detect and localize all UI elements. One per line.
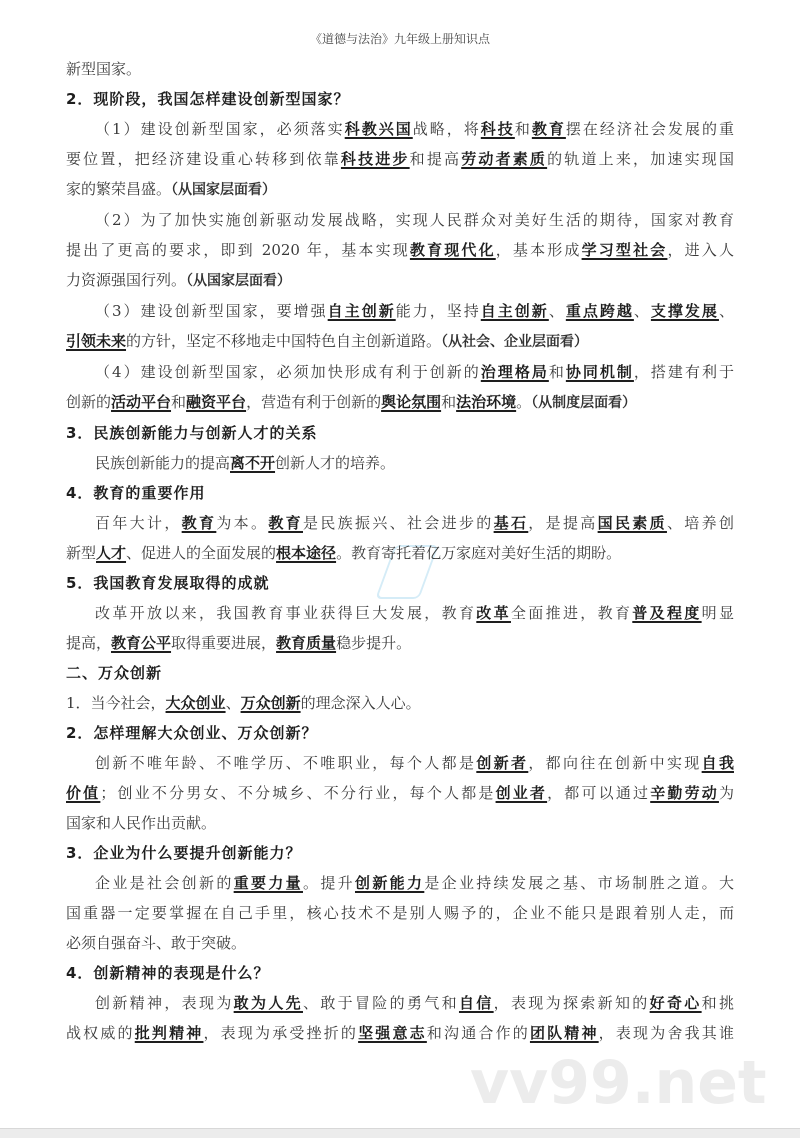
key-term: 科教兴国 xyxy=(344,120,413,138)
text-segment: 新型国家。 xyxy=(66,60,142,78)
key-term: 敢为人先 xyxy=(233,994,303,1012)
text-segment: ；创业不分男女、不分城乡、不分行业，每个人都是 xyxy=(100,784,496,802)
text-segment: 和提高 xyxy=(409,150,462,168)
text-segment: 。 xyxy=(516,393,532,411)
key-term: 重点跨越 xyxy=(565,302,634,320)
text-segment: 创新人才的培养。 xyxy=(275,454,396,472)
text-segment: 全面推进，教育 xyxy=(510,604,633,622)
paragraph xyxy=(66,988,734,1048)
key-term: 好奇心 xyxy=(649,994,702,1012)
key-term: 团队精神 xyxy=(529,1024,599,1042)
perspective-note: （从社会、企业层面看） xyxy=(441,334,589,350)
key-term: 引领未来 xyxy=(66,332,127,350)
text-segment: 。教育寄托着亿万家庭对美好生活的期盼。 xyxy=(336,544,622,562)
key-term: 创新者 xyxy=(476,754,529,772)
paragraph xyxy=(66,598,734,658)
paragraph xyxy=(66,448,734,478)
text-segment: 和挑 xyxy=(701,994,734,1012)
key-term: 大众创业 xyxy=(165,694,226,712)
text-segment: 创新不唯年龄、不唯学历、不唯职业，每个人都是 xyxy=(95,754,477,772)
key-term: 国民素质 xyxy=(597,514,667,532)
text-segment: ，是提高 xyxy=(528,514,598,532)
text-segment: 和 xyxy=(514,120,532,138)
paragraph xyxy=(66,508,734,568)
key-term: 劳动者素质 xyxy=(461,150,548,168)
text-line xyxy=(66,357,734,387)
text-segment: 。提升 xyxy=(302,874,355,892)
paragraph xyxy=(66,868,734,958)
text-line xyxy=(66,928,734,958)
text-segment: 战略，将 xyxy=(412,120,481,138)
text-segment: 提高， xyxy=(66,634,112,652)
document-body xyxy=(66,54,734,1048)
key-term: 自信 xyxy=(458,994,494,1012)
key-term: 价值 xyxy=(66,784,101,802)
text-segment: 的方针，坚定不移地走中国特色自主创新道路。 xyxy=(126,332,442,350)
text-segment: 1．当今社会， xyxy=(66,694,166,712)
text-segment: 和 xyxy=(441,393,457,411)
text-segment: 、 xyxy=(548,302,566,320)
section-heading: 2．怎样理解大众创业、万众创新？ xyxy=(66,724,318,742)
key-term: 创业者 xyxy=(495,784,548,802)
text-segment: ，表现为舍我其谁 xyxy=(598,1024,734,1042)
paragraph xyxy=(66,54,734,84)
key-term: 离不开 xyxy=(230,454,276,472)
text-segment: 创新的 xyxy=(66,393,112,411)
page-header: 《道德与法治》九年级上册知识点 xyxy=(309,32,490,46)
text-line xyxy=(66,1018,734,1048)
key-term: 坚强意志 xyxy=(358,1024,427,1042)
text-segment: ，搭建有利于 xyxy=(633,363,734,381)
text-segment: ，基本形成 xyxy=(495,241,582,259)
key-term: 根本途径 xyxy=(276,544,337,562)
key-term: 融资平台 xyxy=(186,393,247,411)
text-segment: 、 xyxy=(718,302,734,320)
paragraph xyxy=(66,296,734,357)
text-segment: 家的繁荣昌盛。 xyxy=(66,180,172,198)
text-segment: 企业是社会创新的 xyxy=(95,874,234,892)
text-segment: 为本。 xyxy=(216,514,269,532)
text-segment: 国重器一定要掌握在自己手里，核心技术不是别人赐予的，企业不能只是跟着别人走，而 xyxy=(66,904,734,922)
key-term: 学习型社会 xyxy=(581,241,668,259)
text-segment: ，都可以通过 xyxy=(547,784,651,802)
text-segment: 和 xyxy=(548,363,566,381)
key-term: 重要力量 xyxy=(233,874,303,892)
text-segment: 、促进人的全面发展的 xyxy=(126,544,277,562)
text-segment: ，都向往在创新中实现 xyxy=(528,754,702,772)
section-heading: 2．现阶段，我国怎样建设创新型国家？ xyxy=(66,90,350,108)
key-term: 自我 xyxy=(701,754,734,772)
section-heading: 5．我国教育发展取得的成就 xyxy=(66,574,270,592)
key-term: 创新能力 xyxy=(354,874,425,892)
text-segment: 、 xyxy=(225,694,241,712)
text-segment: 是企业持续发展之基、市场制胜之道。大 xyxy=(424,874,734,892)
text-segment: 百年大计， xyxy=(95,514,182,532)
text-segment: 新型 xyxy=(66,544,97,562)
text-segment: 摆在经济社会发展的重 xyxy=(565,120,734,138)
text-segment: 明显 xyxy=(701,604,734,622)
key-term: 教育 xyxy=(531,120,566,138)
text-line xyxy=(66,114,734,144)
text-line xyxy=(66,988,734,1018)
key-term: 基石 xyxy=(493,514,529,532)
text-segment: 、敢于冒险的勇气和 xyxy=(302,994,459,1012)
key-term: 教育现代化 xyxy=(409,241,496,259)
text-segment: 国家和人民作出贡献。 xyxy=(66,814,217,832)
text-segment: ，表现为承受挫折的 xyxy=(203,1024,359,1042)
section-heading: 3．企业为什么要提升创新能力？ xyxy=(66,844,302,862)
text-segment: （2）为了加快实施创新驱动发展战略，实现人民群众对美好生活的期待，国家对教育 xyxy=(95,211,734,229)
key-term: 科技 xyxy=(480,120,515,138)
key-term: 科技进步 xyxy=(340,150,410,168)
key-term: 活动平台 xyxy=(111,393,172,411)
text-line xyxy=(66,508,734,538)
text-line xyxy=(66,54,734,84)
text-segment: 民族创新能力的提高 xyxy=(95,454,231,472)
text-segment: 改革开放以来，我国教育事业获得巨大发展，教育 xyxy=(95,604,477,622)
key-term: 法治环境 xyxy=(456,393,517,411)
text-line xyxy=(66,448,734,478)
text-line xyxy=(66,898,734,928)
paragraph xyxy=(66,748,734,838)
text-segment: ，营造有利于创新的 xyxy=(246,393,382,411)
perspective-note: （从制度层面看） xyxy=(531,395,637,411)
text-line xyxy=(66,808,734,838)
text-segment: 战权威的 xyxy=(66,1024,135,1042)
key-term: 自主创新 xyxy=(480,302,549,320)
text-segment: 为 xyxy=(718,784,734,802)
text-segment: （1）建设创新型国家，必须落实 xyxy=(95,120,345,138)
text-segment: 必须自强奋斗、敢于突破。 xyxy=(66,934,247,952)
text-segment: 取得重要进展， xyxy=(171,634,277,652)
key-term: 自主创新 xyxy=(327,302,396,320)
paragraph xyxy=(66,688,734,718)
text-segment: 、培养创 xyxy=(666,514,734,532)
key-term: 治理格局 xyxy=(480,363,549,381)
text-line xyxy=(66,628,734,658)
text-line xyxy=(66,387,734,418)
key-term: 辛勤劳动 xyxy=(650,784,719,802)
text-segment: 、 xyxy=(633,302,651,320)
text-segment: （4）建设创新型国家，必须加快形成有利于创新的 xyxy=(95,363,481,381)
section-heading: 二、万众创新 xyxy=(66,664,163,682)
text-segment: 是民族振兴、社会进步的 xyxy=(303,514,494,532)
text-segment: 力资源强国行列。 xyxy=(66,271,187,289)
text-line xyxy=(66,748,734,778)
text-line xyxy=(66,688,734,718)
section-heading: 4．创新精神的表现是什么？ xyxy=(66,964,270,982)
text-segment: 和沟通合作的 xyxy=(426,1024,530,1042)
paragraph xyxy=(66,357,734,418)
text-segment: 要位置，把经济建设重心转移到依靠 xyxy=(66,150,341,168)
key-term: 改革 xyxy=(476,604,511,622)
key-term: 教育质量 xyxy=(276,634,337,652)
key-term: 万众创新 xyxy=(240,694,301,712)
key-term: 普及程度 xyxy=(632,604,702,622)
paragraph xyxy=(66,114,734,205)
text-segment: 的理念深入人心。 xyxy=(300,694,421,712)
text-line xyxy=(66,265,734,296)
key-term: 教育公平 xyxy=(111,634,172,652)
text-line xyxy=(66,205,734,235)
key-term: 支撑发展 xyxy=(650,302,719,320)
section-heading: 3．民族创新能力与创新人才的关系 xyxy=(66,424,318,442)
text-segment: 创新精神，表现为 xyxy=(95,994,234,1012)
section-heading: 4．教育的重要作用 xyxy=(66,484,206,502)
text-segment: （3）建设创新型国家，要增强 xyxy=(95,302,328,320)
text-line xyxy=(66,235,734,265)
watermark: vv99.net xyxy=(470,1048,767,1118)
text-segment: 和 xyxy=(171,393,187,411)
key-term: 协同机制 xyxy=(565,363,634,381)
text-line xyxy=(66,144,734,174)
text-segment: ，进入人 xyxy=(667,241,734,259)
text-line xyxy=(66,326,734,357)
text-segment: 能力，坚持 xyxy=(395,302,481,320)
perspective-note: （从国家层面看） xyxy=(171,182,277,198)
key-term: 教育 xyxy=(181,514,217,532)
paragraph xyxy=(66,205,734,296)
key-term: 人才 xyxy=(96,544,127,562)
text-segment: ，表现为探索新知的 xyxy=(493,994,650,1012)
text-segment: 提出了更高的要求，即到 2020 年，基本实现 xyxy=(66,241,410,259)
text-line xyxy=(66,538,734,568)
text-segment: 的轨道上来，加速实现国 xyxy=(547,150,734,168)
text-segment: 稳步提升。 xyxy=(336,634,412,652)
text-line xyxy=(66,778,734,808)
perspective-note: （从国家层面看） xyxy=(186,273,292,289)
text-line xyxy=(66,296,734,326)
text-line xyxy=(66,174,734,205)
text-line xyxy=(66,598,734,628)
key-term: 教育 xyxy=(268,514,303,532)
key-term: 舆论氛围 xyxy=(381,393,442,411)
key-term: 批判精神 xyxy=(134,1024,204,1042)
text-line xyxy=(66,868,734,898)
